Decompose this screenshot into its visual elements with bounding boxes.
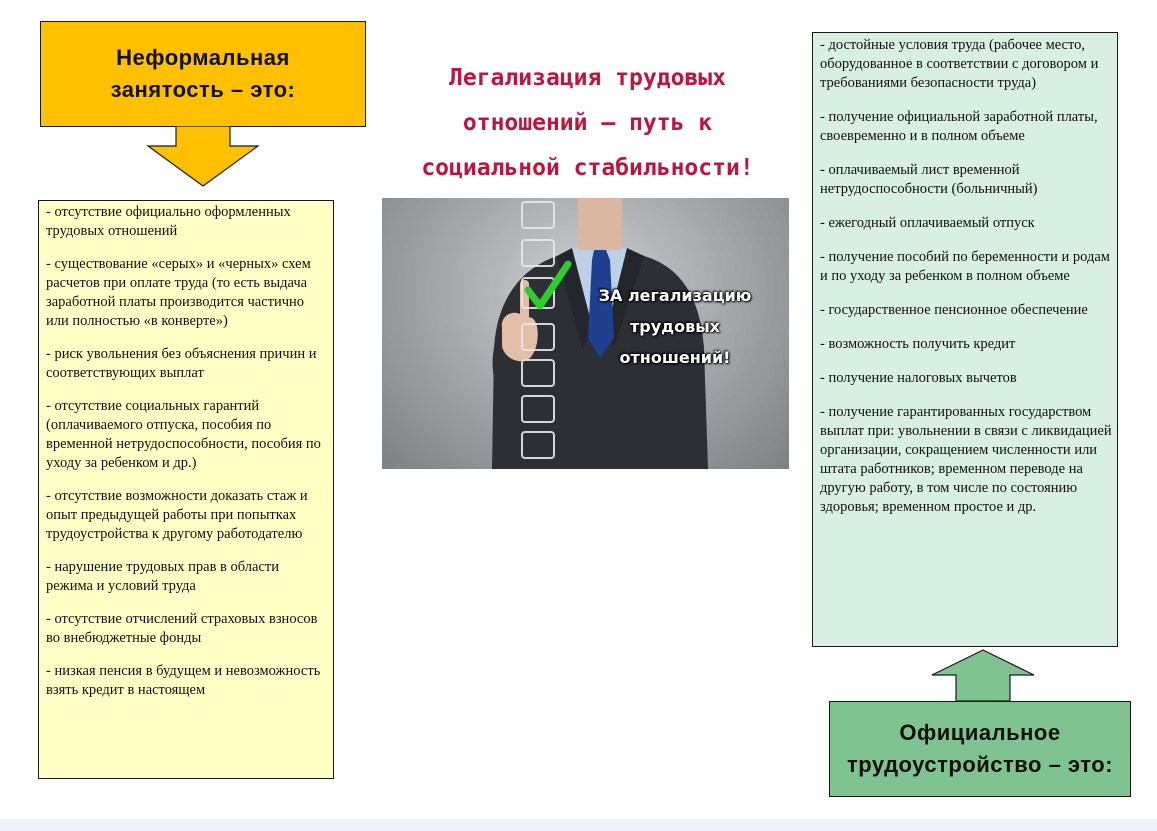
official-employment-header [829, 701, 1131, 797]
official-header-line1: Официальное [899, 720, 1061, 745]
caption-line1: ЗА легализацию [598, 286, 752, 305]
list-item: - достойные условия труда (рабочее место, оборудованное в соответствии с договором и требованиями безопасности труда) [820, 37, 1099, 91]
list-item: - риск увольнения без объяснения причин и соответствующих выплат [46, 346, 317, 381]
list-item: - отсутствие официально оформленных трудовых отношений [46, 204, 291, 239]
informal-employment-list [38, 200, 334, 779]
list-item: - нарушение трудовых прав в области режима и условий труда [46, 559, 279, 594]
list-item: - получение официальной заработной платы, своевременно и в полном объеме [820, 109, 1098, 144]
down-arrow-icon [146, 126, 260, 188]
title-line1: Легализация трудовых [449, 65, 726, 91]
page-bottom-band [0, 819, 1157, 831]
businessman-photo [382, 198, 789, 469]
list-item: - получение гарантированных государством выплат при: увольнении в связи с ликвидацией организации, сокращением численности или штата работников; временном переводе на другую работу, в том числе по состоянию здоровья; временном простое и др. [820, 404, 1112, 515]
title-line3: социальной стабильности! [421, 155, 754, 181]
informal-header-line1: Неформальная [116, 45, 290, 70]
informal-employment-header [40, 21, 366, 127]
up-arrow-icon [930, 648, 1036, 702]
list-item: - отсутствие отчислений страховых взносов во внебюджетные фонды [46, 611, 318, 646]
page-title [385, 56, 790, 191]
list-item: - оплачиваемый лист временной нетрудоспособности (больничный) [820, 162, 1038, 197]
list-item: - получение налоговых вычетов [820, 370, 1017, 386]
photo-caption [570, 280, 780, 373]
caption-line2: трудовых [630, 317, 720, 336]
list-item: - возможность получить кредит [820, 336, 1016, 352]
title-line2: отношений – путь к [462, 110, 713, 136]
informal-header-line2: занятость – это: [110, 77, 296, 102]
list-item: - отсутствие социальных гарантий (оплачиваемого отпуска, пособия по временной нетрудоспособности, пособия по уходу за ребенком и др.) [46, 398, 321, 471]
caption-line3: отношений! [619, 348, 731, 367]
list-item: - существование «серых» и «черных» схем расчетов при оплате труда (то есть выдача заработной платы производится частично или полностью «в конверте») [46, 256, 311, 329]
list-item: - государственное пенсионное обеспечение [820, 302, 1088, 318]
list-item: - получение пособий по беременности и родам и по уходу за ребенком в полном объеме [820, 249, 1110, 284]
official-header-line2: трудоустройство – это: [846, 752, 1114, 777]
list-item: - ежегодный оплачиваемый отпуск [820, 215, 1035, 231]
official-employment-list [812, 32, 1118, 647]
list-item: - низкая пенсия в будущем и невозможность взять кредит в настоящем [46, 663, 321, 698]
list-item: - отсутствие возможности доказать стаж и опыт предыдущей работы при попытках трудоустройства к другому работодателю [46, 488, 308, 542]
